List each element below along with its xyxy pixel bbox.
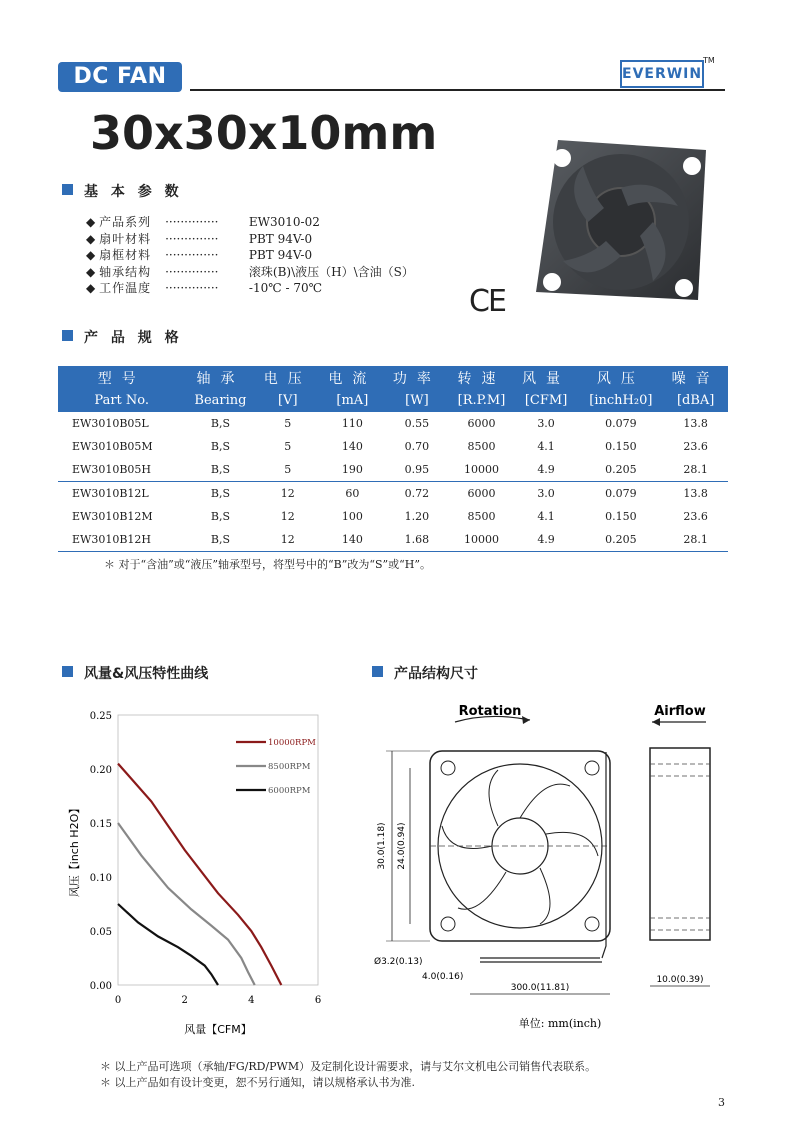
- table-cell: 4.1: [537, 510, 555, 523]
- header-cell: [CFM]: [514, 389, 579, 412]
- unit-label: 单位: mm(inch): [518, 1017, 602, 1030]
- dim-24-label: 24.0(0.94): [397, 822, 407, 870]
- spec-header-cn: [58, 366, 728, 389]
- dimension-drawing: [370, 696, 730, 1036]
- table-cell: 0.205: [578, 528, 663, 552]
- y-tick-label: 0.20: [89, 765, 112, 776]
- x-tick-label: 4: [248, 995, 255, 1006]
- table-cell: 12: [255, 482, 320, 506]
- table-cell: 28.1: [683, 463, 708, 476]
- y-tick-label: 0.05: [89, 927, 112, 938]
- table-cell: B,S: [210, 417, 230, 430]
- param-row: ◆ 工作温度 ·············· -10℃ - 70℃: [86, 281, 323, 295]
- table-cell: 5: [284, 463, 292, 476]
- table-cell: 0.079: [605, 417, 637, 430]
- header-cell: [mA]: [320, 389, 385, 412]
- table-cell: EW3010B05H: [72, 463, 152, 476]
- fan-photo: [528, 136, 710, 306]
- header-cell: 转速: [449, 366, 514, 389]
- header-cell: 电压: [255, 366, 320, 389]
- table-cell: 0.205: [605, 463, 637, 476]
- airflow-label: Airflow: [654, 704, 706, 719]
- y-axis-label: 风压【inch H2O】: [68, 802, 81, 898]
- table-cell: 28.1: [663, 528, 728, 552]
- page-number: 3: [718, 1096, 725, 1109]
- table-cell: 140: [320, 528, 385, 552]
- header-rule: [190, 89, 725, 91]
- table-cell: EW3010B12H: [58, 528, 185, 552]
- y-tick-label: 0.15: [89, 819, 112, 830]
- table-cell: EW3010B12M: [72, 510, 153, 523]
- dim-10-label: 10.0(0.39): [656, 975, 704, 985]
- header-cell: Bearing: [185, 389, 255, 412]
- param-row: ◆ 轴承结构 ·············· 滚珠(B)\液压（H）\含油（S）: [86, 264, 414, 279]
- table-cell: 0.079: [578, 482, 663, 506]
- param-row: ◆ 扇叶材料 ·············· PBT 94V-0: [86, 231, 313, 246]
- series-line-10000RPM: [118, 764, 281, 985]
- header-cell: 风压: [578, 366, 663, 389]
- x-tick-label: 0: [114, 995, 122, 1006]
- spec-header-en: [58, 389, 728, 412]
- table-cell: 3.0: [514, 482, 579, 506]
- page-title: 30x30x10mm: [90, 106, 438, 160]
- plot-frame: [118, 715, 318, 985]
- table-cell: 5: [284, 417, 292, 430]
- table-cell: 8500: [467, 440, 496, 453]
- table-cell: B,S: [210, 510, 230, 523]
- y-tick-label: 0.25: [89, 711, 112, 722]
- dim-30-label: 30.0(1.18): [377, 822, 387, 870]
- table-cell: 0.150: [605, 510, 637, 523]
- table-row: [58, 412, 728, 435]
- table-cell: 12: [255, 528, 320, 552]
- table-cell: 6000: [467, 417, 496, 430]
- legend-label: 10000RPM: [268, 738, 316, 748]
- table-cell: 4.9: [537, 463, 555, 476]
- table-cell: 5: [284, 440, 292, 453]
- dim-4-label: 4.0(0.16): [422, 972, 464, 982]
- dim-300-label: 300.0(11.81): [510, 983, 570, 993]
- basic-params-list: [86, 214, 414, 297]
- header-cell: [W]: [385, 389, 450, 412]
- table-cell: 8500: [467, 510, 496, 523]
- table-cell: 1.20: [404, 510, 430, 523]
- table-cell: 1.68: [385, 528, 450, 552]
- table-cell: 0.72: [385, 482, 450, 506]
- table-cell: 0.55: [404, 417, 430, 430]
- table-cell: 110: [341, 417, 363, 430]
- rotation-label: Rotation: [458, 704, 522, 719]
- hole-dim-label: Ø3.2(0.13): [374, 957, 423, 967]
- table-cell: 13.8: [683, 417, 708, 430]
- table-row: [58, 435, 728, 458]
- header-cell: [V]: [255, 389, 320, 412]
- table-cell: 13.8: [663, 482, 728, 506]
- table-cell: B,S: [185, 482, 255, 506]
- spec-table: [58, 366, 728, 552]
- basic-params-heading: 基 本 参 数: [84, 184, 183, 200]
- header-cell: [dBA]: [663, 389, 728, 412]
- series-line-8500RPM: [118, 823, 255, 985]
- header-cell: 功率: [385, 366, 450, 389]
- dimension-heading: 产品结构尺寸: [394, 666, 478, 682]
- x-tick-label: 2: [181, 995, 188, 1006]
- table-row: [58, 505, 728, 528]
- table-cell: 23.6: [683, 510, 708, 523]
- table-cell: 0.95: [404, 463, 430, 476]
- table-cell: 12: [280, 510, 295, 523]
- footnote: ＊ 以上产品如有设计变更，恕不另行通知，请以规格承认书为准.: [100, 1076, 415, 1089]
- y-tick-label: 0.10: [89, 873, 112, 884]
- pq-curve-chart: [60, 700, 350, 1040]
- table-cell: 23.6: [683, 440, 708, 453]
- table-row: [58, 528, 728, 552]
- section-marker-icon: [62, 330, 73, 341]
- table-cell: EW3010B05L: [72, 417, 149, 430]
- dc-fan-badge: DC FAN: [58, 62, 182, 92]
- header-cell: [R.P.M]: [449, 389, 514, 412]
- table-row: [58, 458, 728, 482]
- table-cell: 100: [341, 510, 363, 523]
- series-line-6000RPM: [118, 904, 218, 985]
- trademark-mark: TM: [703, 56, 715, 65]
- header-cell: 噪音: [663, 366, 728, 389]
- header-cell: Part No.: [58, 389, 185, 412]
- ce-mark: CE: [469, 284, 505, 319]
- table-cell: B,S: [210, 440, 230, 453]
- table-cell: 0.150: [605, 440, 637, 453]
- section-marker-icon: [372, 666, 383, 677]
- param-row: ◆ 扇框材料 ·············· PBT 94V-0: [86, 248, 313, 262]
- param-row: ◆ 产品系列 ·············· EW3010-02: [86, 215, 320, 229]
- mount-hole-icon: [553, 149, 571, 167]
- section-marker-icon: [62, 666, 73, 677]
- table-cell: 190: [341, 463, 363, 476]
- table-cell: 0.70: [404, 440, 430, 453]
- legend-label: 8500RPM: [268, 762, 311, 772]
- table-cell: 4.9: [514, 528, 579, 552]
- header-cell: 轴承: [185, 366, 255, 389]
- header-cell: [inchH₂0]: [578, 389, 663, 412]
- table-cell: 6000: [449, 482, 514, 506]
- table-cell: 10000: [463, 463, 499, 476]
- x-axis-label: 风量【CFM】: [184, 1023, 252, 1036]
- footnote: ＊ 以上产品可选项（承轴/FG/RD/PWM）及定制化设计需要求，请与艾尔文机电公司销售代表联系。: [100, 1060, 597, 1073]
- curve-heading: 风量&风压特性曲线: [84, 666, 209, 682]
- table-cell: 3.0: [537, 417, 555, 430]
- bearing-note: ＊ 对于“含油”或“液压”轴承型号，将型号中的“B”改为“S”或“H”。: [104, 558, 431, 571]
- table-cell: B,S: [210, 463, 230, 476]
- header-cell: 型号: [58, 366, 185, 389]
- table-row: [58, 482, 728, 506]
- y-tick-label: 0.00: [89, 981, 112, 992]
- table-cell: 4.1: [537, 440, 555, 453]
- table-cell: B,S: [185, 528, 255, 552]
- spec-heading: 产 品 规 格: [84, 330, 183, 346]
- table-cell: EW3010B05M: [72, 440, 153, 453]
- fan-side-outline: [650, 748, 710, 940]
- section-marker-icon: [62, 184, 73, 195]
- table-cell: 60: [320, 482, 385, 506]
- table-cell: 140: [341, 440, 363, 453]
- header-cell: 风量: [514, 366, 579, 389]
- everwin-logo: EVERWIN: [620, 60, 704, 88]
- table-cell: EW3010B12L: [58, 482, 185, 506]
- x-tick-label: 6: [314, 995, 322, 1006]
- header-cell: 电流: [320, 366, 385, 389]
- table-cell: 10000: [449, 528, 514, 552]
- legend-label: 6000RPM: [268, 786, 311, 796]
